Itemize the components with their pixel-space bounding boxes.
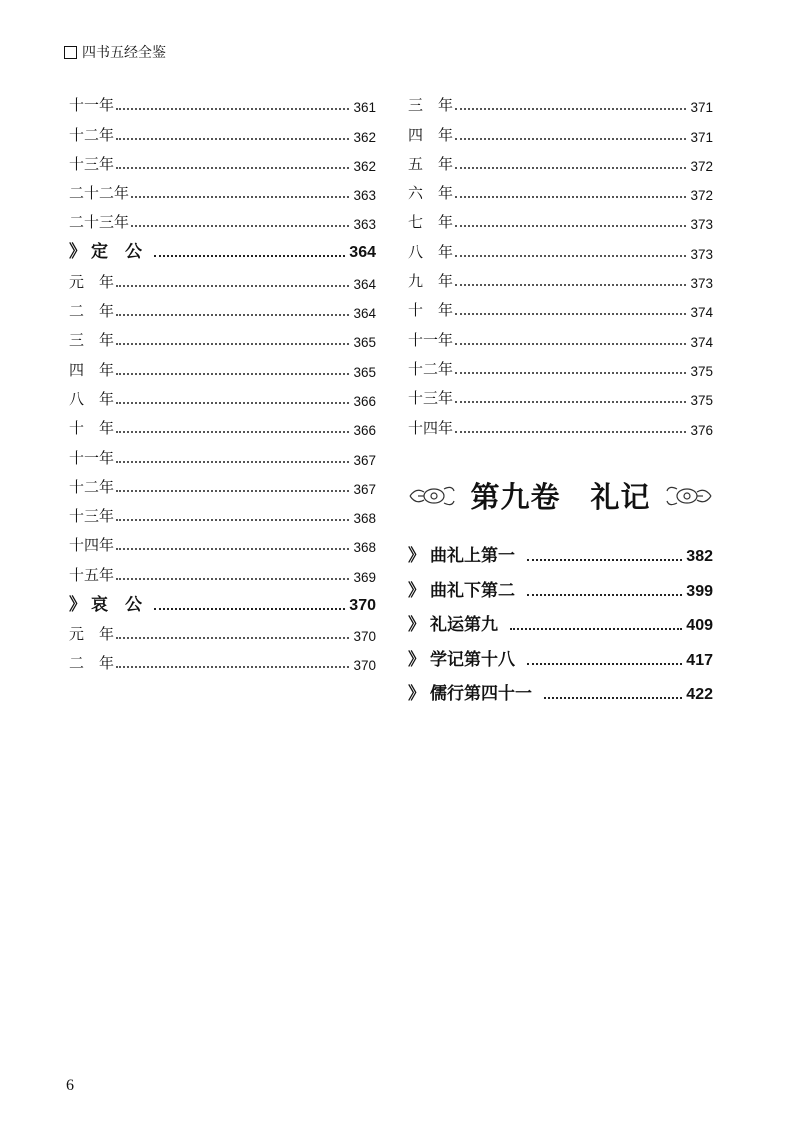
volume-chapters <box>408 532 713 705</box>
toc-section-entry[interactable] <box>408 532 713 567</box>
toc-entry[interactable] <box>408 320 713 349</box>
dot-leader <box>116 666 349 668</box>
toc-section-entry[interactable] <box>408 635 713 670</box>
dot-leader <box>116 167 349 169</box>
toc-entry[interactable] <box>69 86 376 115</box>
toc-entry-label: 六 年 <box>408 184 454 203</box>
dot-leader <box>455 255 686 257</box>
toc-section-entry[interactable] <box>69 232 376 262</box>
toc-entry[interactable] <box>69 644 376 673</box>
dot-leader <box>116 548 349 550</box>
dot-leader <box>544 697 682 699</box>
toc-entry[interactable] <box>408 203 713 232</box>
dot-leader <box>116 578 349 580</box>
toc-entry-label: 曲礼上第一 <box>430 546 515 567</box>
toc-entry-label: 十四年 <box>408 418 454 437</box>
book-title: 四书五经全鉴 <box>82 45 166 61</box>
arrow-icon: 》 <box>408 615 425 636</box>
dot-leader <box>527 594 682 596</box>
toc-entry-label: 定 公 <box>91 242 142 263</box>
dot-leader <box>116 461 349 463</box>
toc-entry-label: 十 年 <box>408 301 454 320</box>
page-number: 6 <box>66 1077 74 1094</box>
toc-entry-label: 十一年 <box>69 448 115 467</box>
toc-page-number: 361 <box>353 100 376 116</box>
toc-entry-label: 二 年 <box>69 302 115 321</box>
volume-title: 第九卷 礼记 <box>470 480 651 515</box>
toc-page-number: 375 <box>690 363 713 379</box>
dot-leader <box>527 663 682 665</box>
dot-leader <box>116 431 349 433</box>
toc-entry-label: 四 年 <box>69 360 115 379</box>
dot-leader <box>116 138 349 140</box>
dot-leader <box>116 343 349 345</box>
toc-page-number: 373 <box>690 276 713 292</box>
toc-page-number: 382 <box>686 548 713 566</box>
toc-page-number: 409 <box>686 617 713 635</box>
square-icon <box>64 46 77 59</box>
toc-entry-label: 哀 公 <box>91 594 142 615</box>
dot-leader <box>116 402 349 404</box>
dot-leader <box>455 196 686 198</box>
toc-entry[interactable] <box>69 350 376 379</box>
toc-entry-label: 十二年 <box>69 477 115 496</box>
toc-page-number: 368 <box>353 511 376 527</box>
arrow-icon: 》 <box>69 242 86 263</box>
toc-entry-label: 十 年 <box>69 419 115 438</box>
toc-entry[interactable] <box>408 262 713 291</box>
toc-entry-label: 七 年 <box>408 213 454 232</box>
toc-page-number: 367 <box>353 452 376 468</box>
toc-entry-label: 二十二年 <box>69 184 130 203</box>
toc-entry-label: 元 年 <box>69 625 115 644</box>
toc-entry[interactable] <box>69 145 376 174</box>
toc-page-number: 417 <box>686 651 713 669</box>
toc-entry[interactable] <box>69 203 376 232</box>
toc-entry-label: 五 年 <box>408 154 454 173</box>
toc-page-number: 373 <box>690 246 713 262</box>
toc-section-entry[interactable] <box>408 670 713 705</box>
dot-leader <box>455 343 686 345</box>
toc-entry-label: 曲礼下第二 <box>430 580 515 601</box>
toc-section-entry[interactable] <box>408 601 713 636</box>
toc-page-number: 363 <box>353 188 376 204</box>
toc-entry[interactable] <box>69 262 376 291</box>
toc-page-number: 365 <box>353 364 376 380</box>
toc-entry-label: 九 年 <box>408 272 454 291</box>
toc-page-number: 372 <box>690 188 713 204</box>
toc-page-number: 399 <box>686 582 713 600</box>
toc-entry[interactable] <box>69 409 376 438</box>
dot-leader <box>455 138 686 140</box>
toc-entry-label: 元 年 <box>69 272 115 291</box>
toc-entry-label: 十一年 <box>69 96 115 115</box>
arrow-icon: 》 <box>69 594 86 615</box>
toc-section-entry[interactable] <box>408 566 713 601</box>
toc-entry-label: 儒行第四十一 <box>430 684 532 705</box>
toc-page-number: 364 <box>353 276 376 292</box>
toc-page-number: 366 <box>353 423 376 439</box>
running-header <box>64 42 166 62</box>
toc-page-number: 362 <box>353 158 376 174</box>
toc-page-number: 367 <box>353 481 376 497</box>
toc-entry[interactable] <box>69 615 376 644</box>
toc-entry[interactable] <box>69 497 376 526</box>
dot-leader <box>116 637 349 639</box>
dot-leader <box>455 431 686 433</box>
toc-entry[interactable] <box>408 145 713 174</box>
dot-leader <box>131 225 349 227</box>
dot-leader <box>131 196 349 198</box>
toc-entry[interactable] <box>408 408 713 437</box>
toc-entry-label: 十五年 <box>69 565 115 584</box>
right-ornament-icon <box>665 483 713 509</box>
toc-page-number: 365 <box>353 335 376 351</box>
toc-entry[interactable] <box>408 232 713 261</box>
toc-entry[interactable] <box>69 115 376 144</box>
dot-leader <box>455 401 686 403</box>
toc-entry[interactable] <box>408 291 713 320</box>
toc-page-number: 422 <box>686 686 713 704</box>
dot-leader <box>455 167 686 169</box>
toc-page-number: 369 <box>353 569 376 585</box>
toc-page-number: 364 <box>349 244 376 262</box>
volume-heading <box>408 470 713 522</box>
toc-entry-label: 二十三年 <box>69 213 130 232</box>
toc-right-entries <box>408 86 713 438</box>
left-ornament-icon <box>408 483 456 509</box>
dot-leader <box>116 490 349 492</box>
toc-entry[interactable] <box>69 321 376 350</box>
toc-page-number: 364 <box>353 306 376 322</box>
toc-entry-label: 十二年 <box>408 359 454 378</box>
toc-entry-label: 十三年 <box>69 507 115 526</box>
toc-entry[interactable] <box>408 86 713 115</box>
toc-entry[interactable] <box>408 379 713 408</box>
toc-entry-label: 十三年 <box>408 389 454 408</box>
toc-entry[interactable] <box>408 115 713 144</box>
toc-page-number: 374 <box>690 305 713 321</box>
toc-entry[interactable] <box>69 555 376 584</box>
toc-entry-label: 十二年 <box>69 125 115 144</box>
arrow-icon: 》 <box>408 684 425 705</box>
toc-page-number: 363 <box>353 217 376 233</box>
toc-entry-label: 十四年 <box>69 536 115 555</box>
dot-leader <box>154 608 345 610</box>
dot-leader <box>455 108 686 110</box>
toc-entry-label: 三 年 <box>408 96 454 115</box>
toc-page-number: 362 <box>353 129 376 145</box>
dot-leader <box>116 285 349 287</box>
toc-entry-label: 十一年 <box>408 330 454 349</box>
toc-entry[interactable] <box>69 174 376 203</box>
toc-entry[interactable] <box>408 174 713 203</box>
toc-entry-label: 三 年 <box>69 331 115 350</box>
toc-entry-label: 四 年 <box>408 125 454 144</box>
toc-entry-label: 礼运第九 <box>430 615 498 636</box>
toc-section-entry[interactable] <box>69 585 376 615</box>
arrow-icon: 》 <box>408 580 425 601</box>
dot-leader <box>455 284 686 286</box>
toc-entry[interactable] <box>408 350 713 379</box>
dot-leader <box>154 255 345 257</box>
toc-entry[interactable] <box>69 438 376 467</box>
toc-page-number: 371 <box>690 100 713 116</box>
toc-page-number: 374 <box>690 334 713 350</box>
toc-entry-label: 十三年 <box>69 154 115 173</box>
toc-page-number: 366 <box>353 393 376 409</box>
toc-right-column <box>408 86 713 704</box>
toc-page-number: 368 <box>353 540 376 556</box>
toc-entry-label: 学记第十八 <box>430 649 515 670</box>
toc-page-number: 370 <box>353 658 376 674</box>
arrow-icon: 》 <box>408 649 425 670</box>
toc-entry-label: 八 年 <box>69 389 115 408</box>
dot-leader <box>116 519 349 521</box>
toc-entry[interactable] <box>69 380 376 409</box>
dot-leader <box>510 628 682 630</box>
dot-leader <box>527 559 682 561</box>
arrow-icon: 》 <box>408 546 425 567</box>
dot-leader <box>116 314 349 316</box>
dot-leader <box>116 108 349 110</box>
toc-page-number: 372 <box>690 158 713 174</box>
toc-page-number: 371 <box>690 129 713 145</box>
toc-page-number: 373 <box>690 217 713 233</box>
toc-entry[interactable] <box>69 526 376 555</box>
dot-leader <box>455 313 686 315</box>
toc-entry[interactable] <box>69 468 376 497</box>
toc-entry-label: 八 年 <box>408 242 454 261</box>
dot-leader <box>455 372 686 374</box>
toc-entry-label: 二 年 <box>69 654 115 673</box>
toc-left-column <box>69 86 376 673</box>
dot-leader <box>116 373 349 375</box>
toc-page-number: 370 <box>349 596 376 614</box>
dot-leader <box>455 225 686 227</box>
toc-page-number: 370 <box>353 629 376 645</box>
toc-page-number: 375 <box>690 393 713 409</box>
toc-entry[interactable] <box>69 292 376 321</box>
toc-page-number: 376 <box>690 422 713 438</box>
